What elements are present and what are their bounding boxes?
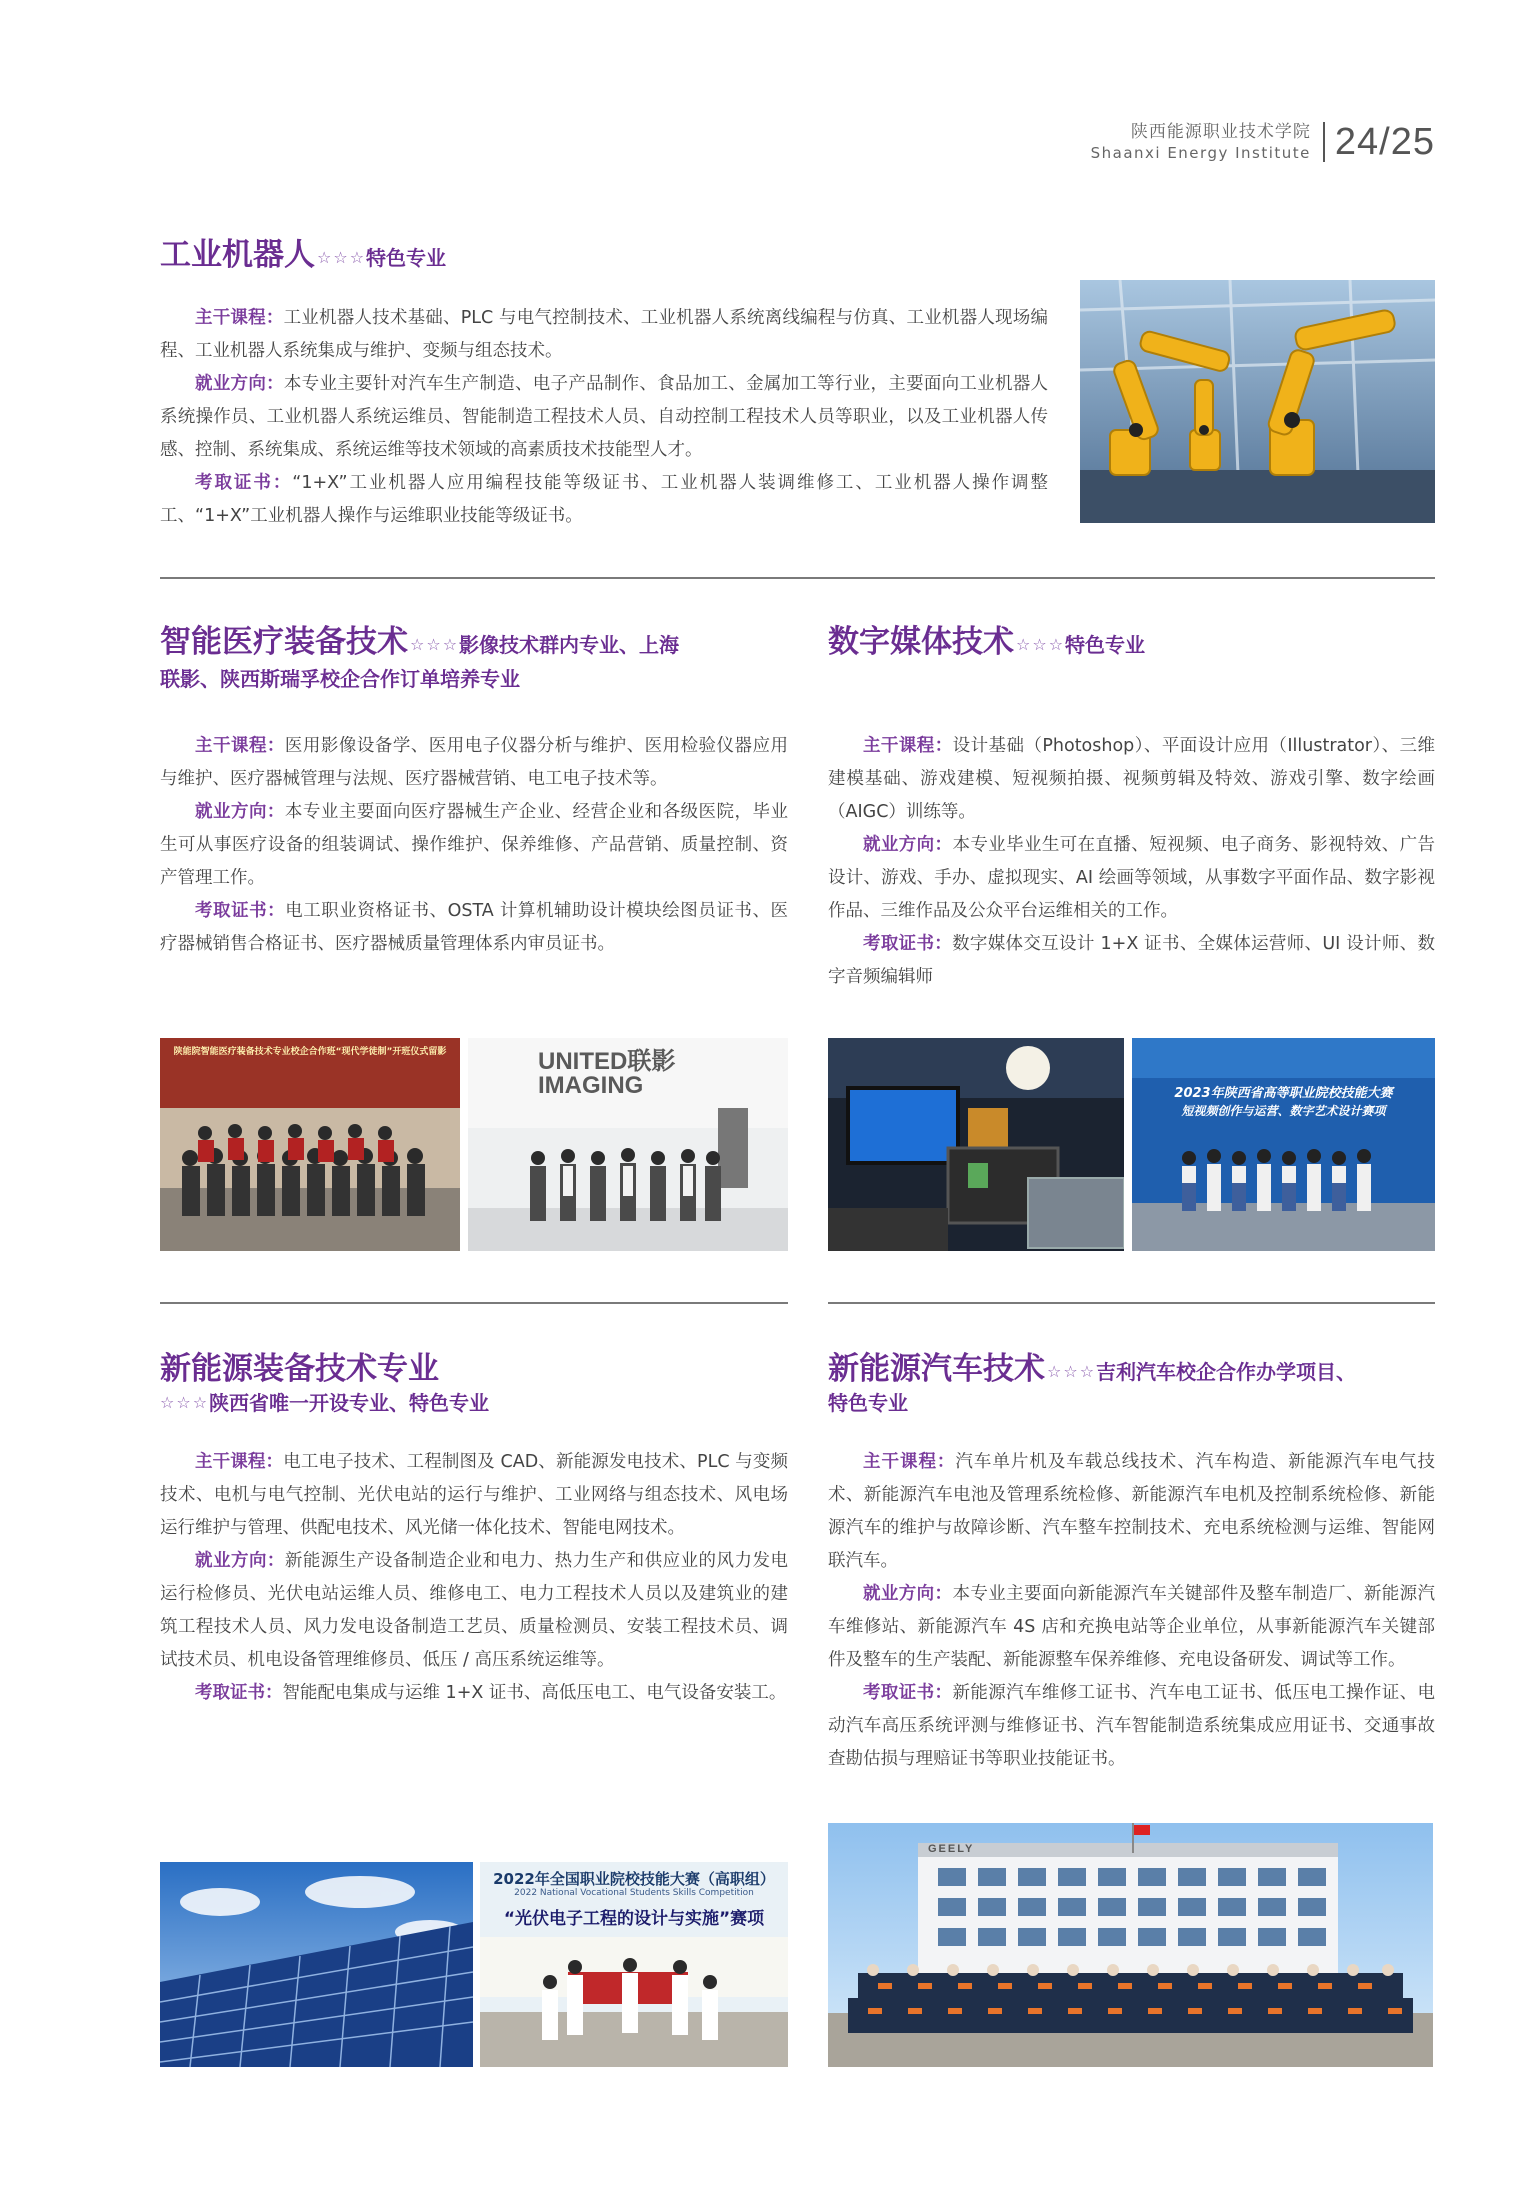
job-direction-label: 就业方向： — [195, 374, 284, 394]
certificates-text: 智能配电集成与运维 1+X 证书、高低压电工、电气设备安装工。 — [282, 1683, 787, 1703]
certificates-label: 考取证书： — [863, 934, 953, 954]
job-direction-text: 新能源生产设备制造企业和电力、热力生产和供应业的风力发电运行检修员、光伏电站运维人员、维修电工、电力工程技术人员以及建筑业的建筑工程技术人员、风力发电设备制造工艺员、质量检测员、安装工程技术员、调试技术员、机电设备管理维修员、低压 / 高压系统运维等。 — [160, 1551, 788, 1670]
main-courses-label: 主干课程： — [195, 1452, 284, 1472]
page-number: 24/25 — [1334, 120, 1435, 163]
section-body-media — [828, 730, 1435, 994]
job-direction — [160, 796, 788, 895]
certificates — [160, 467, 1048, 533]
certificates-text: 新能源汽车维修工证书、汽车电工证书、低压电工操作证、电动汽车高压系统评测与维修证书、汽车智能制造系统集成应用证书、交通事故查勘估损与理赔证书等职业技能证书。 — [828, 1683, 1435, 1769]
main-courses-label: 主干课程： — [195, 736, 285, 756]
certificates-label: 考取证书： — [863, 1683, 953, 1703]
logo-word-a: UNITED — [538, 1048, 628, 1075]
photo-media-competition — [1132, 1038, 1435, 1251]
stars-icon: ☆☆☆ — [1016, 635, 1066, 654]
section-divider — [828, 1302, 1435, 1304]
photo-robot-arms — [1080, 280, 1435, 523]
job-direction-text: 本专业主要针对汽车生产制造、电子产品制作、食品加工、金属加工等行业，主要面向工业机器人系统操作员、工业机器人系统运维员、智能制造工程技术人员、自动控制工程技术人员等职业，以及工业机器人传感、控制、系统集成、系统运维等技术领域的高素质技术技能型人才。 — [160, 374, 1049, 460]
section-body-robot — [160, 302, 1048, 533]
photo-united-imaging — [468, 1038, 788, 1251]
title-tag: 影像技术群内专业、上海 — [459, 633, 680, 657]
photo-solar-competition — [480, 1862, 788, 2067]
logo-word-c: IMAGING — [538, 1072, 644, 1099]
main-courses — [160, 1446, 788, 1545]
page-header — [1091, 118, 1435, 166]
section-title-robot — [160, 238, 446, 277]
photo-caption: 陕能院智能医疗装备技术专业校企合作班“现代学徒制”开班仪式留影 — [173, 1047, 447, 1057]
main-courses-text: 设计基础（Photoshop）、平面设计应用（Illustrator）、三维建模基础、游戏建模、短视频拍摄、视频剪辑及特效、游戏引擎、数字绘画（AIGC）训练等。 — [828, 736, 1435, 822]
header-separator — [1323, 122, 1325, 162]
section-body-energy — [160, 1446, 788, 1710]
certificates-text: 数字媒体交互设计 1+X 证书、全媒体运营师、UI 设计师、数字音频编辑师 — [828, 934, 1435, 987]
job-direction-label: 就业方向： — [863, 1584, 953, 1604]
job-direction-label: 就业方向： — [195, 1551, 285, 1571]
title-tag: 吉利汽车校企合作办学项目、 — [1096, 1360, 1357, 1384]
section-title-energy — [160, 1352, 800, 1415]
photo-caption-line2: 短视频创作与运营、数字艺术设计赛项 — [1181, 1104, 1386, 1118]
title-tag-line — [160, 1391, 800, 1415]
school-name-cn: 陕西能源职业技术学院 — [1130, 122, 1311, 142]
section-title-media — [828, 625, 1438, 664]
main-courses-text: 汽车单片机及车载总线技术、汽车构造、新能源汽车电气技术、新能源汽车电池及管理系统检修、新能源汽车电机及控制系统检修、新能源汽车的维护与故障诊断、汽车整车控制技术、充电系统检测与运维、智能网联汽车。 — [828, 1452, 1436, 1571]
photo-media-studio — [828, 1038, 1124, 1251]
job-direction — [160, 1545, 788, 1677]
certificates — [828, 928, 1435, 994]
title-tag: 特色专业 — [1065, 633, 1146, 657]
main-courses — [160, 302, 1048, 368]
logo-word-b: 联影 — [627, 1048, 676, 1075]
photo-building-sign: GEELY — [928, 1843, 975, 1855]
certificates-label: 考取证书： — [195, 1683, 283, 1703]
title-tag: 陕西省唯一开设专业、特色专业 — [209, 1391, 490, 1415]
stars-icon: ☆☆☆ — [160, 1393, 210, 1412]
job-direction — [828, 1578, 1435, 1677]
main-courses-text: 电工电子技术、工程制图及 CAD、新能源发电技术、PLC 与变频技术、电机与电气控制、光伏电站的运行与维护、工业网络与组态技术、风电场运行维护与管理、供配电技术、风光储一体化技术、智能电网技术。 — [160, 1452, 789, 1538]
title-text: 工业机器人 — [160, 237, 315, 273]
job-direction-text: 本专业主要面向医疗器械生产企业、经营企业和各级医院，毕业生可从事医疗设备的组装调试、操作维护、保养维修、产品营销、质量控制、资产管理工作。 — [160, 802, 788, 888]
title-tag: 特色专业 — [366, 246, 447, 270]
school-name-en: Shaanxi Energy Institute — [1090, 144, 1311, 162]
stars-icon: ☆☆☆ — [317, 248, 367, 267]
main-courses — [828, 1446, 1435, 1578]
stars-icon: ☆☆☆ — [410, 635, 460, 654]
main-courses-label: 主干课程： — [863, 1452, 956, 1472]
certificates-label: 考取证书： — [195, 473, 293, 493]
main-courses — [828, 730, 1435, 829]
certificates — [160, 1677, 788, 1710]
certificates-text: “1+X”工业机器人应用编程技能等级证书、工业机器人装调维修工、工业机器人操作调整工、“1+X”工业机器人操作与运维职业技能等级证书。 — [160, 473, 1048, 526]
title-text: 新能源汽车技术 — [828, 1351, 1045, 1387]
job-direction-text: 本专业主要面向新能源汽车关键部件及整车制造厂、新能源汽车维修站、新能源汽车 4S 店和充换电站等企业单位，从事新能源汽车关键部件及整车的生产装配、新能源整车保养维修、充电设备研发、调试等工作。 — [828, 1584, 1435, 1670]
photo-logo-text — [538, 1050, 675, 1098]
main-courses-text: 工业机器人技术基础、PLC 与电气控制技术、工业机器人系统离线编程与仿真、工业机器人现场编程、工业机器人系统集成与维护、变频与组态技术。 — [160, 308, 1048, 361]
main-courses-label: 主干课程： — [863, 736, 953, 756]
main-courses-text: 医用影像设备学、医用电子仪器分析与维护、医用检验仪器应用与维护、医疗器械管理与法规、医疗器械营销、电工电子技术等。 — [160, 736, 788, 789]
certificates-label: 考取证书： — [195, 901, 286, 921]
title-tag-line2: 联影、陕西斯瑞孚校企合作订单培养专业 — [160, 667, 520, 691]
certificates — [160, 895, 788, 961]
photo-geely-group — [828, 1823, 1433, 2067]
stars-icon: ☆☆☆ — [1047, 1362, 1097, 1381]
photo-medical-class — [160, 1038, 460, 1251]
section-title-car — [828, 1352, 1438, 1415]
section-divider — [160, 1302, 788, 1304]
job-direction-label: 就业方向： — [863, 835, 953, 855]
section-body-medical — [160, 730, 788, 961]
job-direction-label: 就业方向： — [195, 802, 285, 822]
certificates — [828, 1677, 1435, 1776]
photo-solar-panels — [160, 1862, 473, 2067]
photo-caption-line3: “光伏电子工程的设计与实施”赛项 — [503, 1909, 765, 1929]
title-text: 新能源装备技术专业 — [160, 1351, 439, 1387]
job-direction — [828, 829, 1435, 928]
job-direction-text: 本专业毕业生可在直播、短视频、电子商务、影视特效、广告设计、游戏、手办、虚拟现实、AI 绘画等领域，从事数字平面作品、数字影视作品、三维作品及公众平台运维相关的工作。 — [828, 835, 1435, 921]
main-courses — [160, 730, 788, 796]
photo-caption-line1: 2022年全国职业院校技能大赛（高职组） — [493, 1870, 775, 1888]
section-title-medical — [160, 625, 800, 694]
photo-caption-line2: 2022 National Vocational Students Skills Competition — [514, 1888, 754, 1898]
job-direction — [160, 368, 1048, 467]
title-text: 智能医疗装备技术 — [160, 624, 408, 660]
school-name — [1091, 121, 1311, 163]
section-body-car — [828, 1446, 1435, 1776]
certificates-text: 电工职业资格证书、OSTA 计算机辅助设计模块绘图员证书、医疗器械销售合格证书、医疗器械质量管理体系内审员证书。 — [160, 901, 789, 954]
photo-caption-line1: 2023年陕西省高等职业院校技能大赛 — [1174, 1086, 1393, 1101]
title-text: 数字媒体技术 — [828, 624, 1014, 660]
title-tag-line2: 特色专业 — [828, 1391, 908, 1415]
section-divider — [160, 577, 1435, 579]
main-courses-label: 主干课程： — [195, 308, 284, 328]
